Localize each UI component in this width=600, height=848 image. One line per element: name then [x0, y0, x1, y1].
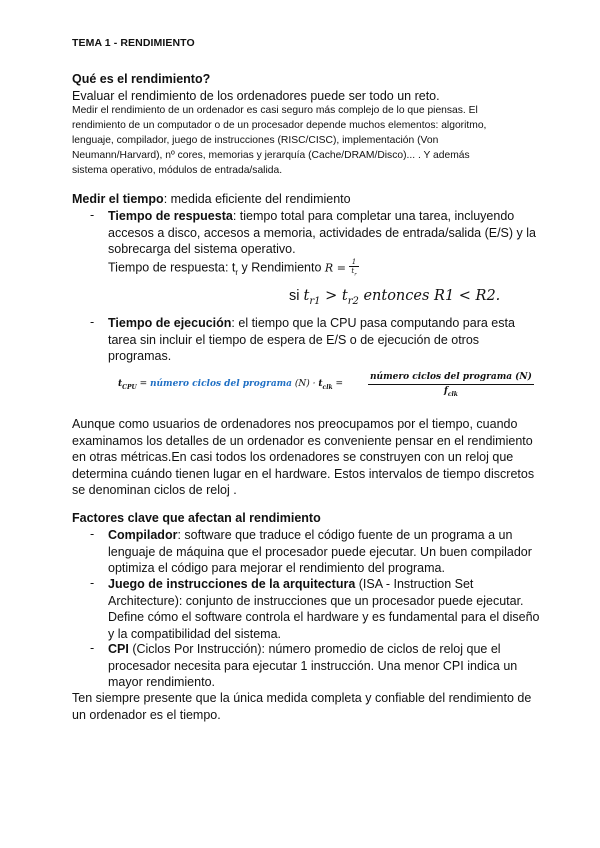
- cpu-tclk: t: [318, 379, 323, 389]
- bullet-line: : el tiempo que la CPU pasa computando para esta: [231, 316, 515, 330]
- bullet-term: Compilador: [108, 528, 178, 542]
- section-heading-rendimiento: Qué es el rendimiento?: [72, 72, 211, 86]
- bullet-line: mayor rendimiento.: [108, 675, 215, 689]
- cpu-n: (N): [292, 379, 310, 389]
- bullet-cpi: [108, 641, 548, 691]
- cond-si: si: [289, 288, 304, 304]
- closing-paragraph: [72, 690, 552, 723]
- bullet-extra: (Ciclos Por Instrucción): [128, 642, 262, 656]
- bullet-line: accesos a disco, accesos a memoria, actividades de entrada/salida (E/S) y la: [108, 225, 536, 240]
- cpu-fraction: [368, 371, 534, 401]
- paragraph-line: se denominan ciclos de reloj .: [72, 483, 237, 497]
- cpu-eq2: =: [332, 379, 344, 389]
- small-line: Medir el rendimiento de un ordenador es casi seguro más complejo de lo que piensas. El: [72, 105, 478, 116]
- closing-line: Ten siempre presente que la única medida completa y confiable del rendimiento de: [72, 691, 532, 705]
- cond-gt: >: [320, 288, 342, 304]
- bullet-line: Define cómo el software controla el hardware y es fundamental para el diseño: [108, 610, 540, 624]
- bullet-dash: -: [90, 641, 95, 655]
- paragraph-line: en otras métricas.En casi todos los ordenadores se construyen con un reloj que: [72, 450, 514, 464]
- bullet-term: CPI: [108, 642, 129, 656]
- small-line: sistema operativo, módulos de entrada/salida.: [72, 165, 283, 176]
- bullet-dash: -: [90, 527, 95, 541]
- bullet-extra: (ISA - Instruction Set: [355, 577, 474, 591]
- bullet-line: : software que traduce el código fuente de un programa a un: [177, 528, 513, 542]
- bullet-line: : tiempo total para completar una tarea, incluyendo: [232, 209, 515, 223]
- cpu-fraction-den-sub: clk: [447, 390, 458, 398]
- heading-bold: Medir el tiempo: [72, 192, 164, 206]
- document-title: TEMA 1 - RENDIMIENTO: [72, 37, 195, 49]
- cpu-fraction-num: número ciclos del programa (N): [368, 371, 534, 385]
- cpu-cycles: número ciclos del programa: [149, 379, 293, 389]
- cpu-time-formula: [118, 378, 343, 391]
- fraction-den-sub: r: [354, 271, 357, 278]
- section-heading-medir: [72, 191, 351, 208]
- formula-mid: y Rendimiento: [238, 260, 325, 275]
- bullet-line: sobrecarga del sistema operativo.: [108, 242, 296, 256]
- bullet-tiempo-respuesta: [108, 208, 548, 258]
- paragraph-line: determina cuándo tienen lugar en el hardware. Estos intervalos de tiempo discretos: [72, 466, 535, 481]
- clock-paragraph: [72, 416, 552, 499]
- cond-t1-sub: r1: [309, 295, 321, 307]
- bullet-line: lenguaje de máquina que el procesador puede ejecutar. Un buen compilador: [108, 544, 532, 559]
- bullet-term: Tiempo de respuesta: [108, 209, 233, 223]
- cond-rest: entonces R1 < R2.: [358, 288, 501, 304]
- closing-line: un ordenador es el tiempo.: [72, 707, 221, 722]
- small-line: lenguaje, compilador, juego de instrucciones (RISC/CISC), implementación (Von: [72, 135, 439, 146]
- section-intro: Evaluar el rendimiento de los ordenadores puede ser todo un reto.: [72, 89, 440, 103]
- bullet-compilador: [108, 527, 548, 577]
- bullet-line: programas.: [108, 349, 172, 363]
- bullet-line: Architecture): conjunto de instrucciones que un procesador puede ejecutar.: [108, 593, 524, 608]
- cpu-eq: =: [136, 379, 150, 389]
- section-heading-factores: Factores clave que afectan al rendimiento: [72, 511, 321, 525]
- bullet-line: : número promedio de ciclos de reloj que el: [261, 642, 501, 656]
- formula-fraction: [349, 258, 358, 278]
- bullet-line: optimiza el código para mejorar el rendimiento del programa.: [108, 561, 445, 575]
- formula-sub: r: [235, 268, 239, 277]
- bullet-isa: [108, 576, 548, 642]
- bullet-line: tarea sin incluir el tiempo de espera de E/S o de ejecución de otros: [108, 332, 480, 347]
- paragraph-line: Aunque como usuarios de ordenadores nos preocupamos por el tiempo, cuando: [72, 417, 518, 431]
- cpu-fraction-den: f: [443, 386, 448, 396]
- bullet-dash: -: [90, 576, 95, 590]
- paragraph-line: examinamos los detalles de un ordenador es conveniente pensar en el rendimiento: [72, 433, 533, 448]
- bullet-dash: -: [90, 208, 95, 222]
- bullet-tiempo-ejecucion: [108, 315, 548, 365]
- cond-t2: t: [341, 288, 348, 304]
- cond-t1: t: [303, 288, 310, 304]
- formula-r: R =: [324, 261, 346, 275]
- bullet-dash: -: [90, 315, 95, 329]
- bullet-term: Tiempo de ejecución: [108, 316, 232, 330]
- fraction-den: t: [351, 267, 355, 275]
- bullet-term: Juego de instrucciones de la arquitectura: [108, 577, 356, 591]
- bullet-line: y la compatibilidad del sistema.: [108, 626, 281, 641]
- formula-text: Tiempo de respuesta: t: [108, 260, 236, 275]
- cpu-dot: ·: [309, 379, 319, 389]
- cpu-tclk-sub: clk: [322, 383, 333, 391]
- cpu-lhs-sub: CPU: [122, 383, 137, 391]
- fraction-num: 1: [349, 258, 358, 267]
- heading-rest: : medida eficiente del rendimiento: [163, 192, 351, 206]
- section-small-text: [72, 103, 542, 178]
- small-line: Neumann/Harvard), nº cores, memorias y jerarquía (Cache/DRAM/Disco)... . Y además: [72, 150, 470, 161]
- cond-t2-sub: r2: [347, 295, 359, 307]
- response-formula: [108, 258, 359, 282]
- cpu-lhs: t: [118, 379, 123, 389]
- bullet-line: procesador necesita para ejecutar 1 instrucción. Una menor CPI indica un: [108, 658, 518, 673]
- small-line: rendimiento de un computador o de un procesador depende muchos elementos: algoritmo,: [72, 120, 487, 131]
- condition-formula: [289, 288, 500, 307]
